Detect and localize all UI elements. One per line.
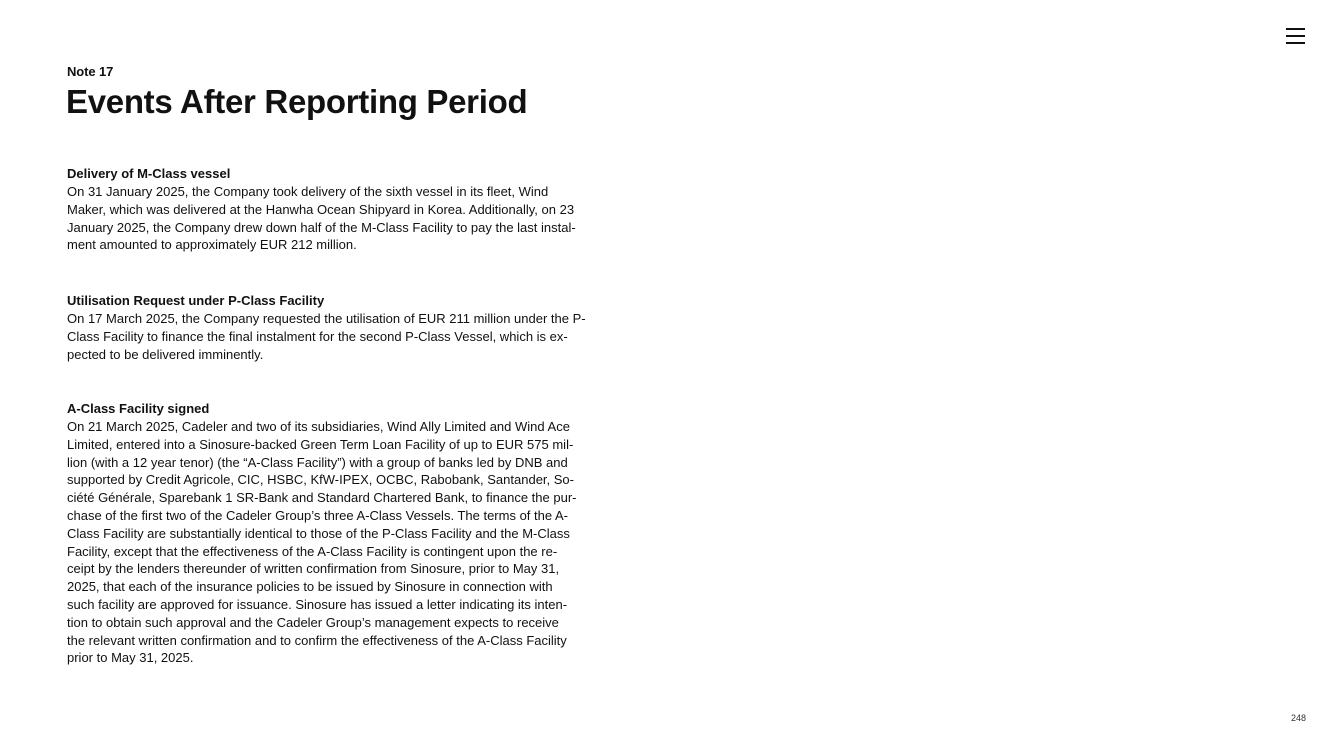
section-heading: Utilisation Request under P-Class Facility bbox=[67, 293, 325, 308]
section-a-class-facility bbox=[67, 400, 633, 667]
body-line: On 21 March 2025, Cadeler and two of its subsidiaries, Wind Ally Limited and Wind Ace bbox=[67, 419, 570, 434]
section-body bbox=[67, 310, 633, 363]
section-heading: Delivery of M-Class vessel bbox=[67, 166, 231, 181]
note-label: Note 17 bbox=[67, 64, 114, 79]
page-title: Events After Reporting Period bbox=[66, 83, 528, 120]
body-line: Limited, entered into a Sinosure-backed Green Term Loan Facility of up to EUR 575 mil- bbox=[67, 436, 574, 452]
body-line: ment amounted to approximately EUR 212 million. bbox=[67, 237, 357, 253]
body-line: Maker, which was delivered at the Hanwha Ocean Shipyard in Korea. Additionally, on 23 bbox=[67, 201, 575, 217]
section-body bbox=[67, 183, 633, 254]
body-line: On 17 March 2025, the Company requested the utilisation of EUR 211 million under the P- bbox=[67, 311, 586, 326]
body-line: ceipt by the lenders thereunder of written confirmation from Sinosure, prior to May 31, bbox=[67, 561, 560, 577]
body-line: such facility are approved for issuance. Sinosure has issued a letter indicating its inten- bbox=[67, 596, 568, 612]
body-line: prior to May 31, 2025. bbox=[67, 650, 194, 666]
body-line: chase of the first two of the Cadeler Group’s three A-Class Vessels. The terms of the A- bbox=[67, 507, 568, 523]
menu-button[interactable] bbox=[1284, 26, 1308, 46]
body-line: 2025, that each of the insurance policies to be issued by Sinosure in connection with bbox=[67, 579, 553, 595]
section-heading: A-Class Facility signed bbox=[67, 401, 210, 416]
section-body bbox=[67, 418, 633, 667]
body-line: the relevant written confirmation and to confirm the effectiveness of the A-Class Facility bbox=[67, 632, 567, 648]
page-number: 248 bbox=[1290, 713, 1306, 723]
body-line: Class Facility to finance the final instalment for the second P-Class Vessel, which is ex- bbox=[67, 328, 568, 344]
body-line: lion (with a 12 year tenor) (the “A-Class Facility”) with a group of banks led by DNB and bbox=[67, 454, 568, 470]
body-line: On 31 January 2025, the Company took delivery of the sixth vessel in its fleet, Wind bbox=[67, 184, 549, 199]
body-line: pected to be delivered imminently. bbox=[67, 346, 264, 362]
body-line: Facility, except that the effectiveness of the A-Class Facility is contingent upon the re- bbox=[67, 543, 558, 559]
body-line: ciété Générale, Sparebank 1 SR-Bank and Standard Chartered Bank, to finance the pur- bbox=[67, 490, 577, 506]
hamburger-menu-icon bbox=[1284, 26, 1308, 46]
body-line: Class Facility are substantially identical to those of the P-Class Facility and the M-Class bbox=[67, 525, 570, 541]
section-m-class-delivery bbox=[67, 165, 633, 254]
body-line: tion to obtain such approval and the Cadeler Group’s management expects to receive bbox=[67, 614, 559, 630]
body-line: January 2025, the Company drew down half of the M-Class Facility to pay the last instal- bbox=[67, 219, 576, 235]
section-p-class-utilisation bbox=[67, 292, 633, 363]
body-line: supported by Credit Agricole, CIC, HSBC, KfW-IPEX, OCBC, Rabobank, Santander, So- bbox=[67, 472, 574, 488]
